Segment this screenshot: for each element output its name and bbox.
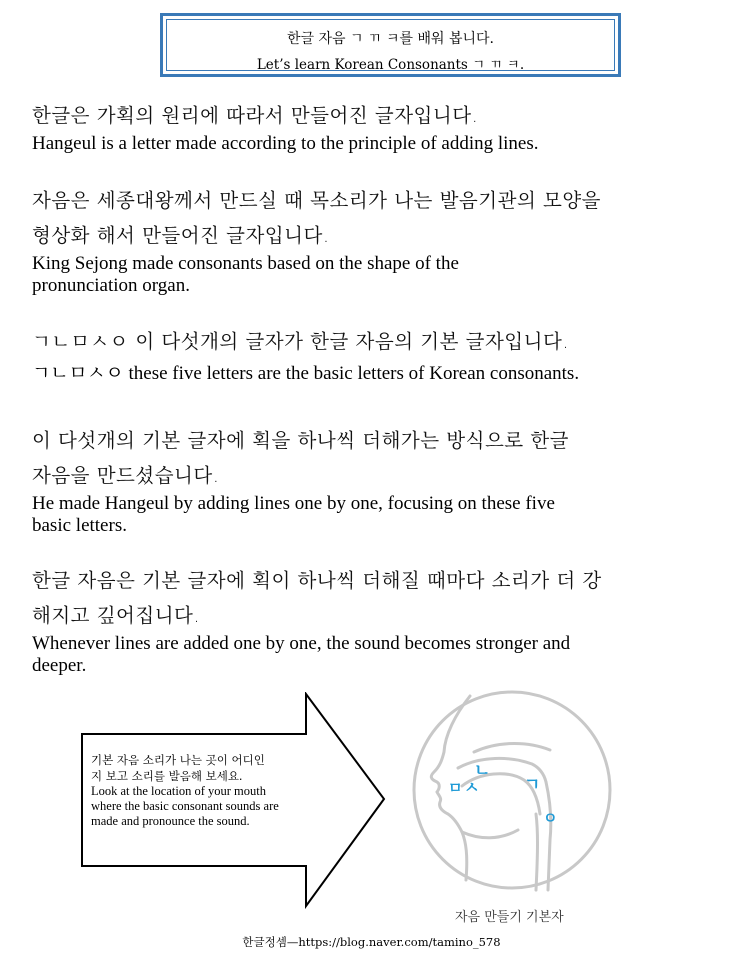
paragraph-5-korean-line-2: 해지고 깊어집니다. <box>32 604 201 627</box>
title-english: Let’s learn Korean Consonants ㄱ ㄲ ㅋ. <box>256 57 525 73</box>
paragraph-3 <box>32 324 722 385</box>
diagram-circle-outline <box>414 692 610 888</box>
paragraph-1-korean: 한글은 가획의 원리에 따라서 만들어진 글자입니다. <box>32 104 479 127</box>
label-siot: ㅅ <box>464 778 480 797</box>
title-korean: 한글 자음 ㄱ ㄲ ㅋ를 배워 봅니다. <box>287 31 494 47</box>
paragraph-1-english: Hangeul is a letter made according to the principle of adding lines. <box>32 133 539 154</box>
paragraph-4-english-line-2: basic letters. <box>32 515 127 536</box>
arrow-english-line-2: where the basic consonant sounds are <box>91 799 279 813</box>
title-box <box>160 13 621 77</box>
paragraph-4 <box>32 423 722 537</box>
arrow-korean-line-2: 지 보고 소리를 발음해 보세요. <box>91 769 243 783</box>
jaw-outline <box>462 830 518 838</box>
paragraph-2 <box>32 183 722 297</box>
paragraph-3-korean: ㄱㄴㅁㅅㅇ 이 다섯개의 글자가 한글 자음의 기본 글자입니다. <box>32 330 570 353</box>
paragraph-5-english-line-1: Whenever lines are added one by one, the sound becomes stronger and <box>32 633 571 654</box>
paragraph-5-english-line-2: deeper. <box>32 655 87 676</box>
label-mieum: ㅁ <box>448 779 463 797</box>
paragraph-5-korean-line-1: 한글 자음은 기본 글자에 획이 하나씩 더해질 때마다 소리가 더 강 <box>32 569 602 592</box>
paragraph-3-english: ㄱㄴㅁㅅㅇ these five letters are the basic letters of Korean consonants. <box>32 363 580 384</box>
arrow-english-line-1: Look at the location of your mouth <box>91 784 266 798</box>
label-ieung: ㅇ <box>543 809 558 827</box>
paragraph-2-english-line-2: pronunciation organ. <box>32 275 190 296</box>
paragraph-2-english-line-1: King Sejong made consonants based on the shape of the <box>32 253 459 274</box>
arrow-instruction-text <box>91 752 323 829</box>
arrow-korean-line-1: 기본 자음 소리가 나는 곳이 어디인 <box>91 753 265 767</box>
paragraph-5 <box>32 563 722 677</box>
pronunciation-organ-diagram <box>400 690 630 900</box>
paragraph-4-korean-line-1: 이 다섯개의 기본 글자에 획을 하나씩 더해가는 방식으로 한글 <box>32 429 570 452</box>
label-nieun: ㄴ <box>474 761 491 781</box>
paragraph-2-korean-line-1: 자음은 세종대왕께서 만드실 때 목소리가 나는 발음기관의 모양을 <box>32 189 601 212</box>
throat-front-outline <box>536 814 538 890</box>
footer-source: 한글정셈—https://blog.naver.com/tamino_578 <box>242 935 501 949</box>
diagram-caption: 자음 만들기 기본자 <box>455 910 564 925</box>
paragraph-2-korean-line-2: 형상화 해서 만들어진 글자입니다. <box>32 224 330 247</box>
label-giyeok: ㄱ <box>524 775 541 795</box>
nasal-cavity-outline <box>474 744 550 753</box>
throat-back-outline <box>546 782 551 890</box>
arrow-english-line-3: made and pronounce the sound. <box>91 814 250 828</box>
paragraph-1 <box>32 98 722 155</box>
paragraph-4-korean-line-2: 자음을 만드셨습니다. <box>32 464 220 487</box>
paragraph-4-english-line-1: He made Hangeul by adding lines one by one, focusing on these five <box>32 493 555 514</box>
